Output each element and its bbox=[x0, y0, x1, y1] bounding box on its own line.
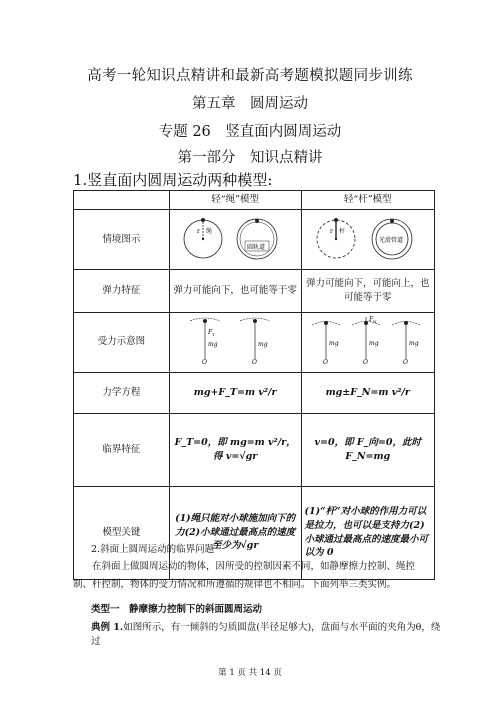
rope-scenario-diagram bbox=[169, 210, 301, 270]
type-1-heading: 类型一 静摩擦力控制下的斜面圆周运动 bbox=[91, 604, 263, 615]
rope-force-diagram bbox=[169, 312, 301, 372]
rope-label: 绳 bbox=[206, 228, 213, 235]
section-2-paragraph: 在斜面上做圆周运动的物体，因所受的控制因素不同，如静摩擦力控制、绳控制、杆控制，物体的受力情况和所遵循的规律也不相同。下面列举三类实例。 bbox=[73, 561, 416, 590]
svg-text:O: O bbox=[202, 358, 208, 365]
rope-model-key: (1)绳只能对小球施加向下的力(2)小球通过最高点的速度至少为√gr bbox=[169, 486, 301, 579]
chapter-title: 第五章 圆周运动 bbox=[192, 96, 308, 112]
rod-elastic-force-cell: 弹力可能向下，可能向上，也可能等于零 bbox=[301, 269, 434, 312]
row-label: 情境图示 bbox=[74, 210, 170, 270]
svg-text:F: F bbox=[368, 315, 373, 323]
row-label: 弹力特征 bbox=[74, 269, 170, 312]
rod-force-diagram bbox=[301, 312, 434, 372]
table-row bbox=[74, 413, 435, 486]
svg-text:O: O bbox=[402, 358, 408, 365]
rod-label: 杆 bbox=[338, 228, 345, 235]
rope-elastic-force-cell: 弹力可能向下，也可能等于零 bbox=[169, 269, 301, 312]
example-1-text: 如图所示，有一倾斜的匀质圆盘(半径足够大)，盘面与水平面的夹角为θ，绕过 bbox=[91, 622, 441, 647]
table-header-row bbox=[74, 191, 435, 210]
svg-text:T: T bbox=[212, 331, 215, 337]
rope-track-figure bbox=[175, 212, 295, 262]
svg-text:O: O bbox=[322, 358, 328, 365]
svg-text:mg: mg bbox=[208, 340, 218, 348]
svg-text:mg: mg bbox=[328, 339, 339, 347]
rope-equation: mg+F_T=m v²/r bbox=[169, 372, 301, 413]
part-title: 第一部分 知识点精讲 bbox=[177, 150, 323, 166]
section-1-heading: 1.竖直面内圆周运动两种模型: bbox=[73, 171, 273, 189]
row-label: 力学方程 bbox=[74, 372, 170, 413]
rope-force-figure bbox=[180, 315, 290, 365]
pipe-label: 光滑管道 bbox=[378, 237, 403, 244]
rod-equation: mg±F_N=m v²/r bbox=[301, 372, 434, 413]
svg-text:r: r bbox=[329, 228, 333, 235]
svg-text:O: O bbox=[252, 358, 258, 365]
row-label: 模型关键 bbox=[74, 486, 170, 579]
rod-scenario-diagram bbox=[301, 210, 434, 270]
row-label: 受力示意图 bbox=[74, 312, 170, 372]
example-1-tag: 典例 1. bbox=[91, 622, 124, 633]
rod-model-key: (1)“杆”对小球的作用力可以是拉力，也可以是支持力(2)小球通过最高点的速度最小可以为 0 bbox=[301, 486, 434, 579]
section-2-heading: 2.斜面上圆周运动的临界问题 bbox=[91, 544, 215, 555]
svg-text:F: F bbox=[208, 328, 213, 336]
track-label: 圆轨道 bbox=[247, 244, 266, 251]
svg-text:mg: mg bbox=[258, 340, 268, 348]
table-row bbox=[74, 269, 435, 312]
page-footer: 第 1 页 共 14 页 bbox=[218, 668, 282, 678]
doc-title: 高考一轮知识点精讲和最新高考题模拟题同步训练 bbox=[87, 68, 413, 84]
rod-critical-condition: v=0，即 F_向=0，此时 F_N=mg bbox=[301, 413, 434, 486]
header-blank bbox=[74, 191, 170, 210]
table-row bbox=[74, 210, 435, 270]
svg-text:mg: mg bbox=[408, 339, 419, 347]
table-row bbox=[74, 312, 435, 372]
rope-critical-condition: F_T=0，即 mg=m v²/r，得 v=√gr bbox=[169, 413, 301, 486]
header-rope-model: 轻“绳”模型 bbox=[169, 191, 301, 210]
rod-pipe-figure bbox=[308, 212, 428, 262]
topic-title: 专题 26 竖直面内圆周运动 bbox=[158, 124, 342, 140]
svg-text:N: N bbox=[372, 318, 377, 324]
rod-force-figure bbox=[308, 315, 428, 365]
table-row bbox=[74, 372, 435, 413]
row-label: 临界特征 bbox=[74, 413, 170, 486]
svg-text:r: r bbox=[197, 228, 201, 235]
svg-text:O: O bbox=[362, 358, 368, 365]
header-rod-model: 轻“杆”模型 bbox=[301, 191, 434, 210]
models-table bbox=[73, 190, 435, 580]
example-1 bbox=[91, 619, 441, 647]
svg-text:mg: mg bbox=[368, 339, 379, 347]
